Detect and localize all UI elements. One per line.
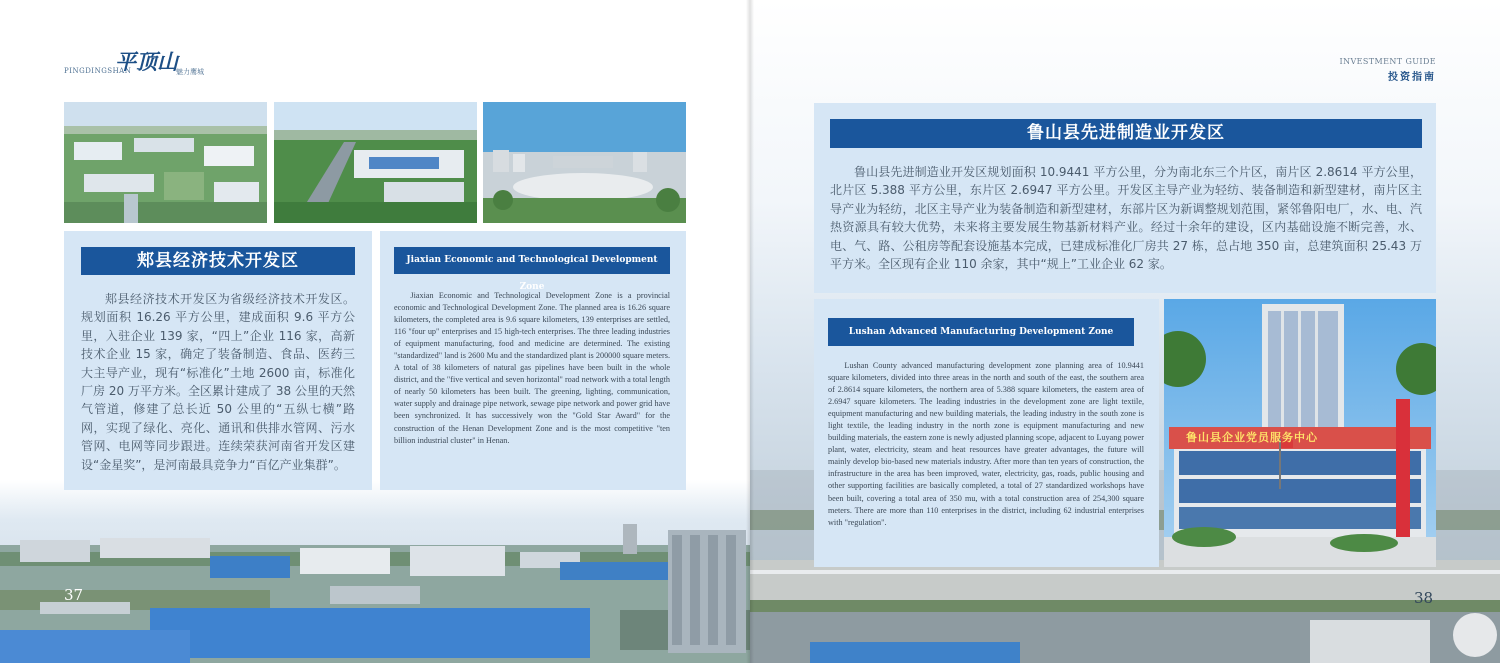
investment-guide-en: INVESTMENT GUIDE [1339, 57, 1436, 66]
service-center-building-photo [1164, 299, 1436, 567]
lushan-en-title: Lushan Advanced Manufacturing Development Zone [828, 318, 1134, 346]
aerial-photo-2 [274, 102, 477, 223]
aerial-photo-1 [64, 102, 267, 223]
book-gutter [746, 0, 754, 663]
jiaxian-en-panel [380, 231, 686, 490]
brand-en: PINGDINGSHAN [64, 67, 132, 75]
page-number-right: 38 [1414, 589, 1434, 607]
jiaxian-en-title: Jiaxian Economic and Technological Development Zone [394, 247, 670, 274]
jiaxian-cn-title: 郏县经济技术开发区 [81, 247, 355, 275]
building-sign: 鲁山县企业党员服务中心 [1186, 431, 1318, 444]
lushan-en-panel [814, 299, 1159, 567]
jiaxian-en-body: Jiaxian Economic and Technological Development Zone is a provincial economic and Technological Development Zone. The planned area is 16.26 square kilometers, the completed area is 9.6 square kilometers, 139 enterprises are settled, 116 "four up" enterprises and 15 high-tech enterprises. The three leading industries of equipment manufacturing, food and medicine are determined. The existing "standardized" land is 2600 Mu and the standardized plant is 200000 square meters. A total of 38 kilometers of natural gas pipelines have been built in the whole district, and the "five vertical and seven horizontal" road network with a total length of nearly 50 kilometers has been built. The greening, lighting, communication, water supply and drainage pipe network, sewage pipe network and power grid have been synchronized. It has successively won the "Gold Star Award" for the construction of the Henan Development Zone and is the most competitive "ten billion industrial cluster" in Henan. [394, 291, 670, 445]
right-page [750, 0, 1500, 663]
lushan-cn-body: 鲁山县先进制造业开发区规划面积 10.9441 平方公里，分为南北东三个片区，南片区 2.8614 平方公里，北片区 5.388 平方公里，东片区 2.6947 平方公里。开发区主导产业为轻纺、装备制造和新型建材，南片区主导产业为轻纺，北区主导产业为装备制造和新型建材，东部片区为新调整规划范围，紧邻鲁阳电厂，水、电、汽热资源具有较大优势，未来将主要发展生物基新材料产业。经过十余年的建设，区内基础设施不断完善，水、电、气、路、公租房等配套设施基本完成，已建成标准化厂房共 27 栋，总占地 350 亩，总建筑面积 25.43 万平方米。全区现有企业 110 余家，其中“规上”工业企业 62 家。 [830, 165, 1422, 272]
brand-logo-cn: 平顶山 [115, 49, 178, 74]
brand-slogan: 魅力鹰城 [176, 68, 204, 76]
jiaxian-cn-body: 郏县经济技术开发区为省级经济技术开发区。规划面积 16.26 平方公里，建成面积 9.6 平方公里，入驻企业 139 家，“四上”企业 116 家，高新技术企业 15 家，确定了装备制造、食品、医药三大主导产业，现有“标准化”土地 2600 亩，标准化厂房 20 万平方米。全区累计建成了 38 公里的天然气管道，修建了总长近 50 公里的“五纵七横”路网，实现了绿化、亮化、通讯和供排水管网、污水管网、电网等同步跟进。连续荣获河南省开发区建设“金星奖”，是河南最具竞争力“百亿产业集群”。 [81, 292, 355, 472]
lushan-cn-title: 鲁山县先进制造业开发区 [830, 119, 1422, 148]
lushan-en-body: Lushan County advanced manufacturing development zone planning area of 10.9441 square kilometers, divided into three areas in the north and south of the east, the southern area of 2.8614 square kilometers, the northern area of 5.388 square kilometers, the eastern area of 2.6947 square kilometers. The leading industries in the development zone are light textile, equipment manufacturing and new building materials, the leading industry in the south zone is light textile, the leading industry in the north zone is equipment manufacturing and new building materials, the eastern zone is newly adjusted planning scope, adjacent to Luyang power plant, water, electricity, steam and heat resources have greater advantages, the future will mainly develop bio-based new materials industry. After more than ten years of construction, the infrastructure in the area has been improved, water, electricity, gas, roads, public housing and other supporting facilities are basically completed, a total of 27 standardized workshops have been built, covering a total area of 350 mu, with a total construction area of 254,300 square meters. There are more than 110 enterprises in the district, including 62 industrial enterprises with "regulation". [828, 361, 1144, 527]
lushan-cn-panel [814, 103, 1436, 293]
jiaxian-cn-panel [64, 231, 372, 490]
page-number-left: 37 [64, 586, 84, 604]
investment-guide-cn: 投资指南 [1388, 72, 1436, 83]
city-plaza-photo [483, 102, 686, 223]
industrial-park-aerial-photo [0, 490, 750, 663]
